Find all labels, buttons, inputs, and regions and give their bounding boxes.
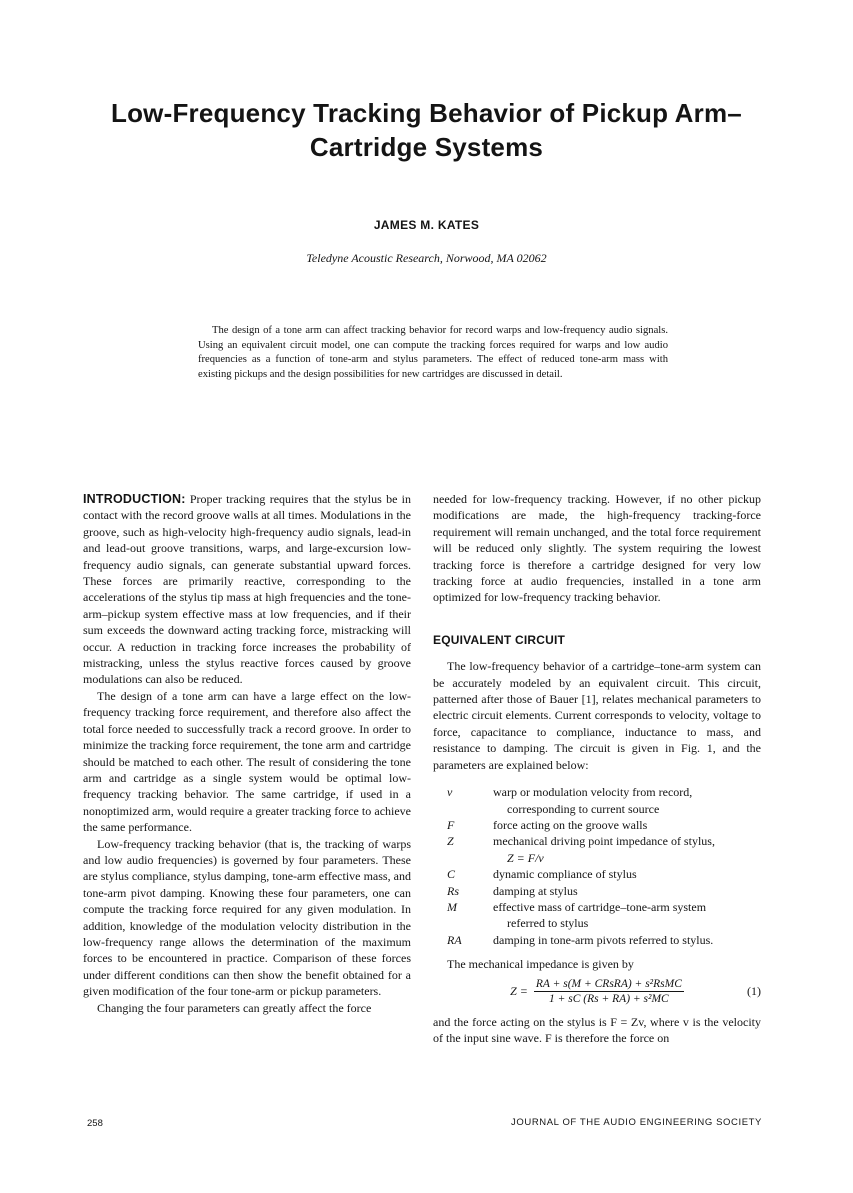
author-affiliation: Teledyne Acoustic Research, Norwood, MA 02062: [306, 251, 547, 265]
parameter-list: [433, 784, 761, 948]
intro-paragraph-2: The design of a tone arm can have a large effect on the low-frequency tracking force requirement, and therefore also affect the total force needed to successfully track a record groove. In order to minimize the tracking force requirement, the tone arm and cartridge should be matched to each other. The result of considering the tone arm and cartridge as a single system would be optimal low-frequency tracking behavior. The same cartridge, if used in a nonoptimized arm, would require a greater tracking force to achieve the same performance.: [83, 688, 411, 835]
equation-lhs: Z =: [510, 983, 528, 998]
parameter-description: dynamic compliance of stylus: [493, 867, 637, 882]
parameter-symbol: v: [447, 785, 453, 800]
journal-name: JOURNAL OF THE AUDIO ENGINEERING SOCIETY: [511, 1117, 762, 1128]
parameter-description-continued: corresponding to current source: [507, 801, 660, 816]
equation-numerator: RA + s(M + CRsRA) + s²RsMC: [535, 977, 682, 990]
equation-denominator: 1 + sC (Rs + RA) + s²MC: [549, 992, 669, 1005]
parameter-symbol: C: [447, 867, 456, 882]
parameter-item: [433, 833, 761, 866]
parameter-symbol: F: [447, 817, 455, 832]
page-number: 258: [87, 1118, 103, 1129]
parameter-item: [433, 899, 761, 932]
parameter-description: damping at stylus: [493, 883, 578, 898]
equation-fraction: [534, 977, 684, 1006]
parameter-description-continued: referred to stylus: [507, 916, 589, 931]
parameter-description: effective mass of cartridge–tone-arm system: [493, 899, 707, 914]
parameter-description: mechanical driving point impedance of stylus,: [493, 834, 715, 849]
parameter-item: [433, 817, 761, 833]
intro-paragraph-5: needed for low-frequency tracking. However, if no other pickup modifications are made, the high-frequency tracking-force requirement will remain unchanged, and the total force requirement will be reduced only slightly. The system requiring the lowest tracking force is therefore a cartridge designed for very low tracking force at audio frequencies, installed in a tone arm optimized for low-frequency tracking behavior.: [433, 492, 761, 605]
parameter-item: [433, 866, 761, 882]
right-column: [433, 491, 761, 1046]
intro-paragraph-1: [83, 491, 411, 688]
author-name: JAMES M. KATES: [373, 218, 480, 232]
parameter-description: warp or modulation velocity from record,: [493, 785, 693, 800]
equation-number: (1): [747, 983, 761, 998]
parameter-item: [433, 883, 761, 899]
parameter-item: [433, 932, 761, 948]
parameter-description-continued: Z = F/v: [507, 850, 544, 865]
title-line-2: Cartridge Systems: [309, 132, 544, 162]
intro-paragraph-3: Low-frequency tracking behavior (that is, the tracking of warps and low audio frequencies) is governed by four parameters. These are stylus compliance, stylus damping, tone-arm effective mass, and tone-arm pivot damping. Knowing these four parameters, one can compute the tracking force required for any given modulation. In addition, knowledge of the modulation velocity distribution in the low-frequency range allows the determination of the maximum forces to be encountered in practice. Comparison of these forces under different conditions can then show the benefit obtained for a given modification of the four tone-arm or pickup parameters.: [83, 836, 411, 999]
intro-paragraph-4: Changing the four parameters can greatly affect the force: [97, 1000, 372, 1015]
intro-paragraph-1-text: Proper tracking requires that the stylus be in contact with the record groove walls at all times. Modulations in the groove, such as high-velocity high-frequency audio signals, lead-in and lead-out groove transitions, warps, and large-excursion low-frequency audio signals, can generate substantial upward forces. These forces are primarily reactive, corresponding to the accelerations of the stylus tip mass at high frequencies and the tone-arm–pickup system effective mass at low frequencies, and if their sum exceeds the downward acting tracking force, mistracking will occur. A reduction in tracking force increases the probability of mistracking, unless the stylus reactive forces caused by groove modulations can also be reduced.: [83, 492, 411, 687]
parameter-symbol: M: [447, 899, 457, 914]
parameter-description: damping in tone-arm pivots referred to stylus.: [493, 932, 714, 947]
parameter-item: [433, 784, 761, 817]
parameter-symbol: Rs: [447, 883, 459, 898]
paper-title: [60, 96, 793, 164]
left-column: [83, 491, 411, 1016]
introduction-heading: INTRODUCTION:: [83, 492, 186, 506]
section-heading-equivalent-circuit: EQUIVALENT CIRCUIT: [433, 632, 566, 647]
parameter-symbol: Z: [447, 834, 454, 849]
equation-1: [433, 977, 761, 1006]
circuit-paragraph-2: The mechanical impedance is given by: [447, 957, 634, 972]
parameter-symbol: RA: [447, 932, 462, 947]
circuit-paragraph-3: and the force acting on the stylus is F = Zv, where v is the velocity of the input sine wave. F is therefore the force on: [433, 1014, 761, 1045]
title-line-1: Low-Frequency Tracking Behavior of Pickup Arm–: [111, 98, 742, 128]
parameter-description: force acting on the groove walls: [493, 817, 648, 832]
circuit-paragraph-1: The low-frequency behavior of a cartridge–tone-arm system can be accurately modeled by an equivalent circuit. This circuit, patterned after those of Bauer [1], relates mechanical parameters to electric circuit elements. Current corresponds to velocity, voltage to force, capacitance to compliance, inductance to mass, and resistance to damping. The circuit is given in Fig. 1, and the parameters are explained below:: [433, 659, 761, 772]
abstract: The design of a tone arm can affect tracking behavior for record warps and low-frequency audio signals. Using an equivalent circuit model, one can compute the tracking forces required for warps and low audio frequencies as a function of tone-arm and stylus parameters. The effect of reduced tone-arm mass with existing pickups and the design possibilities for new cartridges are discussed in detail.: [198, 325, 668, 381]
